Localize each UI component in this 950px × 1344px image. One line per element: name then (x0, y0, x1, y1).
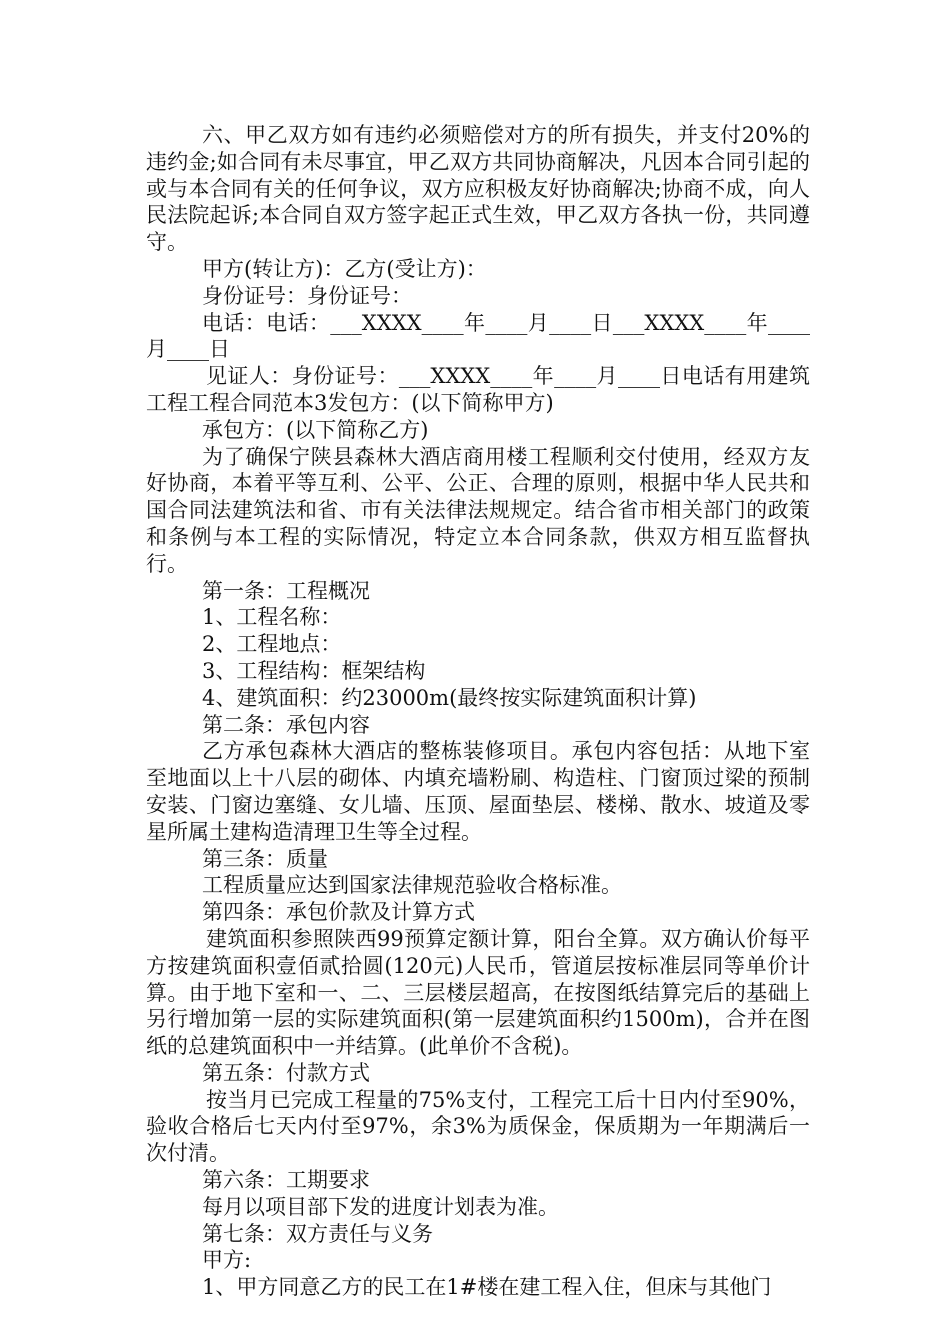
article-1-item-4: 4、建筑面积：约23000m(最终按实际建筑面积计算) (202, 685, 697, 710)
article-1-item-1: 1、工程名称： (202, 605, 342, 630)
article-3-body: 工程质量应达到国家法律规范验收合格标准。 (202, 873, 622, 898)
article-4-body: 建筑面积参照陕西99预算定额计算，阳台全算。双方确认价每平方按建筑面积壹佰贰拾圆(120元)人民币，管道层按标准层同等单价计算。由于地下室和一、二、三层楼层超高，在按图纸结算完后的基础上另行增加第一层的实际建筑面积(第一层建筑面积约1500m)，合并在图纸的总建筑面积中一并结算。(此单价不含税)。 (146, 926, 810, 1059)
article-1-heading: 第一条：工程概况 (202, 578, 370, 603)
article-1-item-3: 3、工程结构：框架结构 (202, 658, 426, 683)
article-5-heading: 第五条：付款方式 (202, 1060, 370, 1085)
paragraph-id-number: 身份证号：身份证号： (202, 283, 412, 308)
article-1-item-2: 2、工程地点： (202, 632, 342, 657)
article-6-heading: 第六条：工期要求 (202, 1168, 370, 1193)
paragraph-witness: 见证人：身份证号：___XXXX____年____月____日电话有用建筑工程工程合同范本3发包方：(以下简称甲方) (146, 364, 810, 415)
article-3-heading: 第三条：质量 (202, 846, 328, 871)
paragraph-contractor: 承包方：(以下简称乙方) (202, 417, 429, 442)
article-6-body: 每月以项目部下发的进度计划表为准。 (202, 1194, 559, 1219)
article-7-item-1: 1、甲方同意乙方的民工在1#楼在建工程入住，但床与其他门 (202, 1275, 772, 1300)
article-4-heading: 第四条：承包价款及计算方式 (202, 900, 475, 925)
article-2-heading: 第二条：承包内容 (202, 712, 370, 737)
article-7-heading: 第七条：双方责任与义务 (202, 1221, 433, 1246)
article-7-party-a: 甲方: (202, 1248, 252, 1273)
article-5-body: 按当月已完成工程量的75%支付，工程完工后十日内付至90%，验收合格后七天内付至97%，余3%为质保金，保质期为一年期满后一次付清。 (146, 1087, 810, 1166)
paragraph-phone-date: 电话：电话：___XXXX____年____月____日___XXXX____年____月____日 (146, 310, 810, 362)
paragraph-preamble: 为了确保宁陕县森林大酒店商用楼工程顺利交付使用，经双方友好协商，本着平等互利、公平、公正、合理的原则，根据中华人民共和国合同法建筑法和省、市有关法律法规规定。结合省市相关部门的政策和条例与本工程的实际情况，特定立本合同条款，供双方相互监督执行。 (146, 444, 810, 576)
document-body (146, 122, 810, 1301)
paragraph-breach-clause: 六、甲乙双方如有违约必须赔偿对方的所有损失，并支付20%的违约金;如合同有未尽事宜，甲乙双方共同协商解决，凡因本合同引起的或与本合同有关的任何争议，双方应积极友好协商解决;协商不成，向人民法院起诉;本合同自双方签字起正式生效，甲乙双方各执一份，共同遵守。 (146, 123, 810, 255)
article-2-body: 乙方承包森林大酒店的整栋装修项目。承包内容包括：从地下室至地面以上十八层的砌体、内填充墙粉刷、构造柱、门窗顶过梁的预制安装、门窗边塞缝、女儿墙、压顶、屋面垫层、楼梯、散水、坡道及零星所属土建构造清理卫生等全过程。 (146, 739, 810, 844)
paragraph-party-a-b: 甲方(转让方)：乙方(受让方)： (202, 256, 487, 281)
